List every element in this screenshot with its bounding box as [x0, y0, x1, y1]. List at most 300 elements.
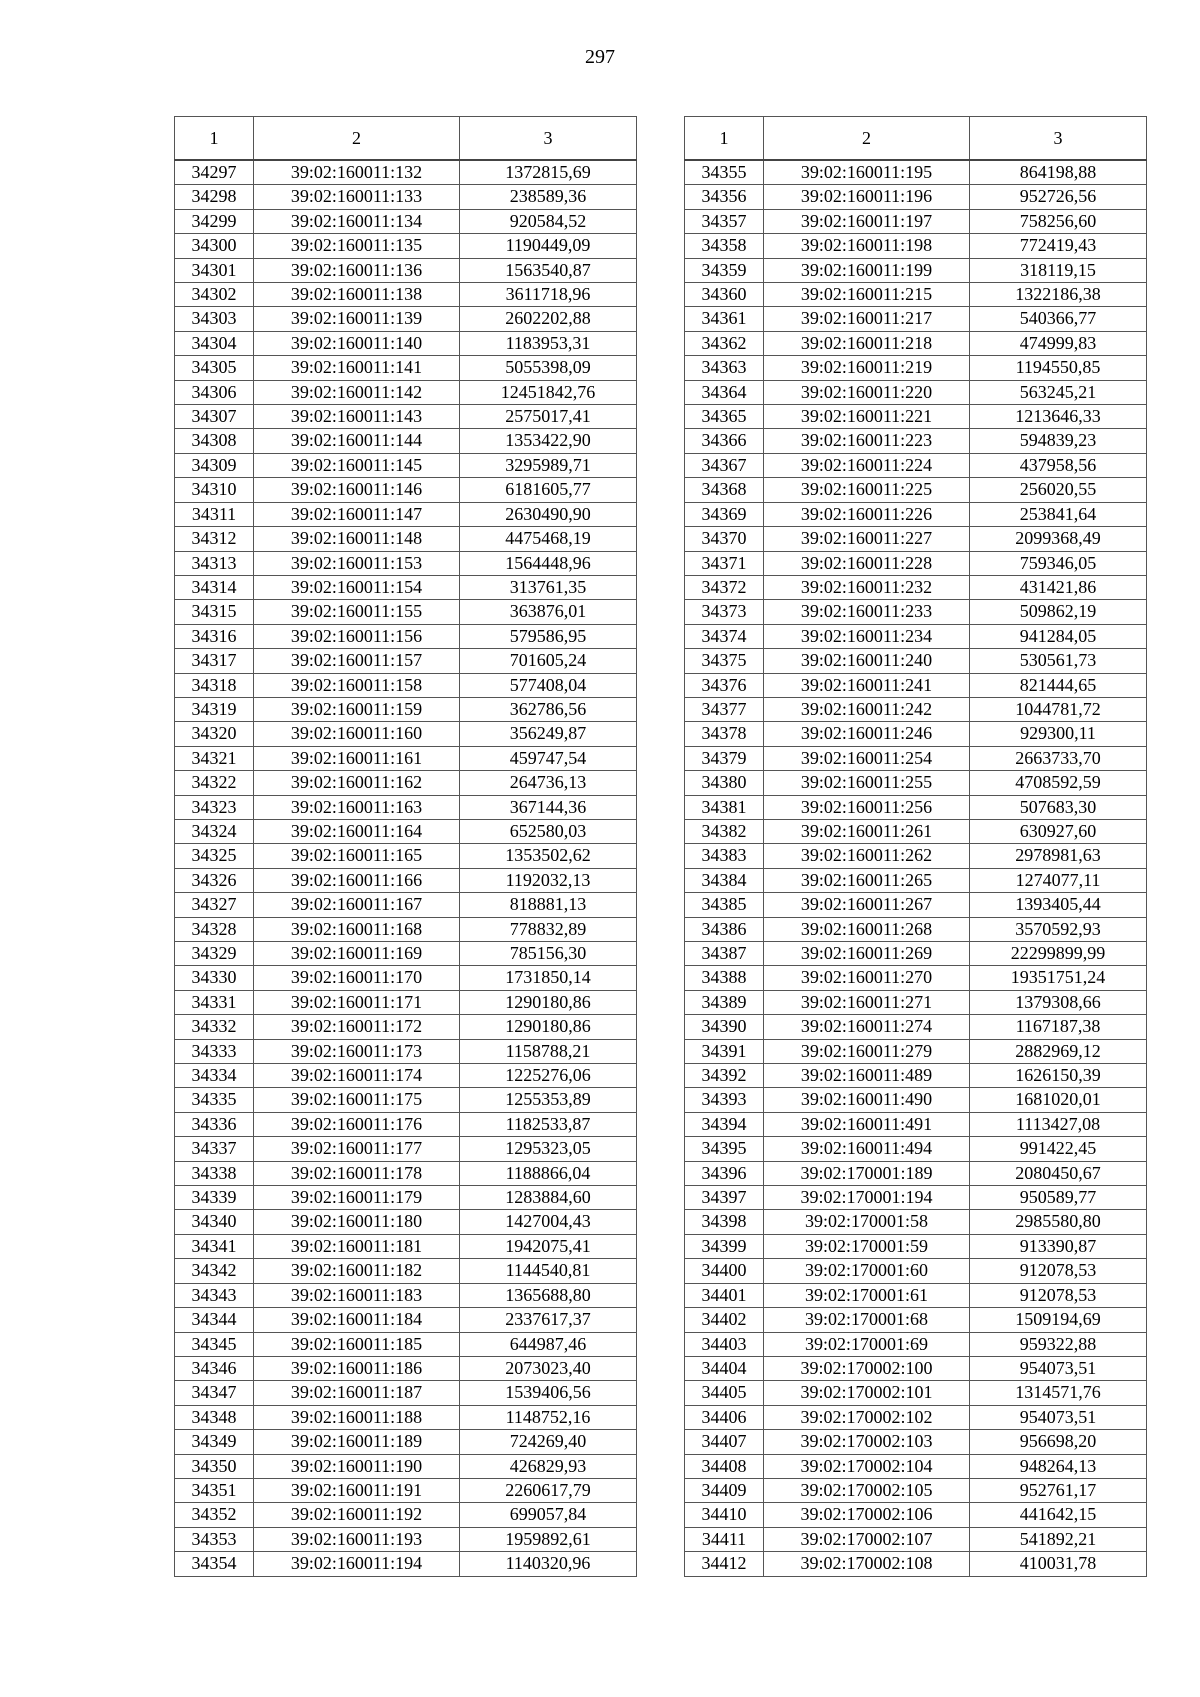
row-number-cell: 34412: [685, 1552, 764, 1576]
row-number-cell: 34364: [685, 380, 764, 404]
table-row: [685, 405, 1147, 429]
table-row: [685, 1039, 1147, 1063]
table-row: [685, 990, 1147, 1014]
value-cell: 2099368,49: [970, 527, 1147, 551]
row-number-cell: 34344: [175, 1308, 254, 1332]
cadastral-number-cell: 39:02:170001:59: [764, 1234, 970, 1258]
value-cell: 1182533,87: [460, 1112, 637, 1136]
value-cell: 1190449,09: [460, 234, 637, 258]
value-cell: 1255353,89: [460, 1088, 637, 1112]
cadastral-number-cell: 39:02:170002:100: [764, 1356, 970, 1380]
row-number-cell: 34319: [175, 697, 254, 721]
row-number-cell: 34393: [685, 1088, 764, 1112]
value-cell: 772419,43: [970, 234, 1147, 258]
row-number-cell: 34329: [175, 942, 254, 966]
table-row: [175, 1088, 637, 1112]
value-cell: 952761,17: [970, 1478, 1147, 1502]
value-cell: 2073023,40: [460, 1356, 637, 1380]
value-cell: 912078,53: [970, 1283, 1147, 1307]
cadastral-number-cell: 39:02:160011:134: [254, 209, 460, 233]
row-number-cell: 34297: [175, 160, 254, 185]
table-row: [175, 1308, 637, 1332]
cadastral-number-cell: 39:02:160011:193: [254, 1527, 460, 1551]
cadastral-number-cell: 39:02:160011:159: [254, 697, 460, 721]
cadastral-number-cell: 39:02:160011:490: [764, 1088, 970, 1112]
value-cell: 3611718,96: [460, 283, 637, 307]
cadastral-number-cell: 39:02:160011:145: [254, 453, 460, 477]
table-row: [685, 917, 1147, 941]
row-number-cell: 34406: [685, 1405, 764, 1429]
table-row: [685, 1552, 1147, 1576]
row-number-cell: 34360: [685, 283, 764, 307]
row-number-cell: 34311: [175, 502, 254, 526]
table-row: [685, 1527, 1147, 1551]
table-row: [685, 307, 1147, 331]
table-row: [175, 1015, 637, 1039]
row-number-cell: 34345: [175, 1332, 254, 1356]
row-number-cell: 34351: [175, 1478, 254, 1502]
table-row: [685, 478, 1147, 502]
table-row: [685, 429, 1147, 453]
value-cell: 1372815,69: [460, 160, 637, 185]
table-row: [175, 575, 637, 599]
value-cell: 929300,11: [970, 722, 1147, 746]
row-number-cell: 34369: [685, 502, 764, 526]
table-row: [175, 942, 637, 966]
value-cell: 2602202,88: [460, 307, 637, 331]
cadastral-number-cell: 39:02:160011:176: [254, 1112, 460, 1136]
table-row: [175, 551, 637, 575]
value-cell: 509862,19: [970, 600, 1147, 624]
cadastral-number-cell: 39:02:160011:240: [764, 649, 970, 673]
value-cell: 912078,53: [970, 1259, 1147, 1283]
cadastral-number-cell: 39:02:160011:143: [254, 405, 460, 429]
row-number-cell: 34386: [685, 917, 764, 941]
table-row: [685, 1186, 1147, 1210]
value-cell: 913390,87: [970, 1234, 1147, 1258]
table-row: [175, 1112, 637, 1136]
cadastral-number-cell: 39:02:160011:153: [254, 551, 460, 575]
table-row: [685, 746, 1147, 770]
table-row: [685, 893, 1147, 917]
value-cell: 367144,36: [460, 795, 637, 819]
row-number-cell: 34340: [175, 1210, 254, 1234]
row-number-cell: 34410: [685, 1503, 764, 1527]
table-row: [175, 429, 637, 453]
value-cell: 1113427,08: [970, 1112, 1147, 1136]
value-cell: 699057,84: [460, 1503, 637, 1527]
value-cell: 4475468,19: [460, 527, 637, 551]
row-number-cell: 34366: [685, 429, 764, 453]
cadastral-number-cell: 39:02:160011:255: [764, 771, 970, 795]
header-row: [175, 117, 637, 161]
table-row: [685, 380, 1147, 404]
cadastral-number-cell: 39:02:160011:138: [254, 283, 460, 307]
column-header-3: 3: [970, 117, 1147, 161]
table-row: [685, 1210, 1147, 1234]
row-number-cell: 34349: [175, 1430, 254, 1454]
table-row: [685, 185, 1147, 209]
value-cell: 991422,45: [970, 1137, 1147, 1161]
value-cell: 579586,95: [460, 624, 637, 648]
row-number-cell: 34395: [685, 1137, 764, 1161]
value-cell: 2337617,37: [460, 1308, 637, 1332]
value-cell: 5055398,09: [460, 356, 637, 380]
row-number-cell: 34324: [175, 819, 254, 843]
row-number-cell: 34359: [685, 258, 764, 282]
row-number-cell: 34301: [175, 258, 254, 282]
table-row: [685, 1064, 1147, 1088]
table-row: [685, 1454, 1147, 1478]
value-cell: 1213646,33: [970, 405, 1147, 429]
value-cell: 459747,54: [460, 746, 637, 770]
table-row: [175, 746, 637, 770]
cadastral-number-cell: 39:02:160011:156: [254, 624, 460, 648]
cadastral-number-cell: 39:02:160011:161: [254, 746, 460, 770]
value-cell: 431421,86: [970, 575, 1147, 599]
cadastral-number-cell: 39:02:160011:177: [254, 1137, 460, 1161]
cadastral-number-cell: 39:02:160011:133: [254, 185, 460, 209]
table-row: [175, 380, 637, 404]
value-cell: 1167187,38: [970, 1015, 1147, 1039]
cadastral-number-cell: 39:02:160011:168: [254, 917, 460, 941]
table-row: [685, 209, 1147, 233]
row-number-cell: 34396: [685, 1161, 764, 1185]
cadastral-number-cell: 39:02:160011:197: [764, 209, 970, 233]
row-number-cell: 34348: [175, 1405, 254, 1429]
value-cell: 6181605,77: [460, 478, 637, 502]
cadastral-number-cell: 39:02:160011:188: [254, 1405, 460, 1429]
table-row: [175, 893, 637, 917]
value-cell: 253841,64: [970, 502, 1147, 526]
value-cell: 941284,05: [970, 624, 1147, 648]
table-row: [175, 1186, 637, 1210]
cadastral-number-cell: 39:02:160011:191: [254, 1478, 460, 1502]
table-row: [685, 942, 1147, 966]
row-number-cell: 34337: [175, 1137, 254, 1161]
table-row: [175, 1283, 637, 1307]
table-row: [175, 1210, 637, 1234]
table-row: [175, 1137, 637, 1161]
value-cell: 1427004,43: [460, 1210, 637, 1234]
left-table: [174, 116, 637, 1577]
cadastral-number-cell: 39:02:160011:274: [764, 1015, 970, 1039]
value-cell: 1140320,96: [460, 1552, 637, 1576]
row-number-cell: 34407: [685, 1430, 764, 1454]
cadastral-number-cell: 39:02:170001:68: [764, 1308, 970, 1332]
table-row: [685, 258, 1147, 282]
cadastral-number-cell: 39:02:160011:227: [764, 527, 970, 551]
row-number-cell: 34379: [685, 746, 764, 770]
row-number-cell: 34300: [175, 234, 254, 258]
cadastral-number-cell: 39:02:160011:166: [254, 868, 460, 892]
value-cell: 2978981,63: [970, 844, 1147, 868]
row-number-cell: 34328: [175, 917, 254, 941]
table-row: [685, 1430, 1147, 1454]
row-number-cell: 34305: [175, 356, 254, 380]
cadastral-number-cell: 39:02:160011:136: [254, 258, 460, 282]
cadastral-number-cell: 39:02:160011:246: [764, 722, 970, 746]
value-cell: 1379308,66: [970, 990, 1147, 1014]
column-header-3: 3: [460, 117, 637, 161]
row-number-cell: 34310: [175, 478, 254, 502]
value-cell: 1290180,86: [460, 1015, 637, 1039]
cadastral-number-cell: 39:02:160011:190: [254, 1454, 460, 1478]
cadastral-number-cell: 39:02:160011:148: [254, 527, 460, 551]
table-row: [685, 795, 1147, 819]
cadastral-number-cell: 39:02:160011:228: [764, 551, 970, 575]
row-number-cell: 34355: [685, 160, 764, 185]
value-cell: 920584,52: [460, 209, 637, 233]
cadastral-number-cell: 39:02:170002:104: [764, 1454, 970, 1478]
table-row: [175, 795, 637, 819]
value-cell: 1188866,04: [460, 1161, 637, 1185]
value-cell: 563245,21: [970, 380, 1147, 404]
cadastral-number-cell: 39:02:170002:101: [764, 1381, 970, 1405]
value-cell: 778832,89: [460, 917, 637, 941]
cadastral-number-cell: 39:02:160011:215: [764, 283, 970, 307]
value-cell: 956698,20: [970, 1430, 1147, 1454]
value-cell: 2630490,90: [460, 502, 637, 526]
value-cell: 1290180,86: [460, 990, 637, 1014]
value-cell: 1295323,05: [460, 1137, 637, 1161]
value-cell: 313761,35: [460, 575, 637, 599]
table-row: [175, 1430, 637, 1454]
cadastral-number-cell: 39:02:160011:164: [254, 819, 460, 843]
value-cell: 1509194,69: [970, 1308, 1147, 1332]
table-row: [175, 1234, 637, 1258]
row-number-cell: 34378: [685, 722, 764, 746]
table-row: [685, 1478, 1147, 1502]
table-row: [175, 1161, 637, 1185]
cadastral-number-cell: 39:02:160011:262: [764, 844, 970, 868]
cadastral-number-cell: 39:02:160011:167: [254, 893, 460, 917]
row-number-cell: 34331: [175, 990, 254, 1014]
table-row: [175, 1527, 637, 1551]
value-cell: 530561,73: [970, 649, 1147, 673]
table-row: [685, 1088, 1147, 1112]
value-cell: 356249,87: [460, 722, 637, 746]
value-cell: 256020,55: [970, 478, 1147, 502]
left-table-body: [175, 160, 637, 1576]
cadastral-number-cell: 39:02:160011:220: [764, 380, 970, 404]
table-row: [685, 1015, 1147, 1039]
value-cell: 362786,56: [460, 697, 637, 721]
row-number-cell: 34306: [175, 380, 254, 404]
row-number-cell: 34356: [685, 185, 764, 209]
value-cell: 363876,01: [460, 600, 637, 624]
table-row: [175, 527, 637, 551]
cadastral-number-cell: 39:02:160011:242: [764, 697, 970, 721]
value-cell: 3295989,71: [460, 453, 637, 477]
table-row: [685, 1283, 1147, 1307]
row-number-cell: 34400: [685, 1259, 764, 1283]
row-number-cell: 34353: [175, 1527, 254, 1551]
row-number-cell: 34385: [685, 893, 764, 917]
cadastral-number-cell: 39:02:160011:174: [254, 1064, 460, 1088]
table-row: [685, 234, 1147, 258]
page-number: 297: [585, 46, 615, 68]
value-cell: 264736,13: [460, 771, 637, 795]
cadastral-number-cell: 39:02:160011:233: [764, 600, 970, 624]
row-number-cell: 34367: [685, 453, 764, 477]
table-row: [175, 1478, 637, 1502]
row-number-cell: 34320: [175, 722, 254, 746]
value-cell: 818881,13: [460, 893, 637, 917]
cadastral-number-cell: 39:02:160011:265: [764, 868, 970, 892]
row-number-cell: 34336: [175, 1112, 254, 1136]
value-cell: 4708592,59: [970, 771, 1147, 795]
row-number-cell: 34377: [685, 697, 764, 721]
row-number-cell: 34390: [685, 1015, 764, 1039]
row-number-cell: 34323: [175, 795, 254, 819]
value-cell: 541892,21: [970, 1527, 1147, 1551]
table-row: [175, 160, 637, 185]
value-cell: 652580,03: [460, 819, 637, 843]
row-number-cell: 34352: [175, 1503, 254, 1527]
value-cell: 1393405,44: [970, 893, 1147, 917]
cadastral-number-cell: 39:02:160011:232: [764, 575, 970, 599]
cadastral-number-cell: 39:02:170002:106: [764, 1503, 970, 1527]
table-row: [685, 673, 1147, 697]
row-number-cell: 34389: [685, 990, 764, 1014]
row-number-cell: 34332: [175, 1015, 254, 1039]
cadastral-number-cell: 39:02:160011:241: [764, 673, 970, 697]
cadastral-number-cell: 39:02:160011:147: [254, 502, 460, 526]
cadastral-number-cell: 39:02:170002:107: [764, 1527, 970, 1551]
table-row: [685, 722, 1147, 746]
cadastral-number-cell: 39:02:160011:267: [764, 893, 970, 917]
value-cell: 1365688,80: [460, 1283, 637, 1307]
cadastral-number-cell: 39:02:160011:494: [764, 1137, 970, 1161]
cadastral-number-cell: 39:02:160011:198: [764, 234, 970, 258]
row-number-cell: 34334: [175, 1064, 254, 1088]
table-row: [175, 1356, 637, 1380]
table-row: [175, 771, 637, 795]
row-number-cell: 34363: [685, 356, 764, 380]
value-cell: 2260617,79: [460, 1478, 637, 1502]
row-number-cell: 34304: [175, 331, 254, 355]
row-number-cell: 34350: [175, 1454, 254, 1478]
table-row: [685, 771, 1147, 795]
cadastral-number-cell: 39:02:170001:61: [764, 1283, 970, 1307]
value-cell: 238589,36: [460, 185, 637, 209]
value-cell: 1942075,41: [460, 1234, 637, 1258]
value-cell: 507683,30: [970, 795, 1147, 819]
row-number-cell: 34357: [685, 209, 764, 233]
cadastral-number-cell: 39:02:160011:217: [764, 307, 970, 331]
row-number-cell: 34321: [175, 746, 254, 770]
value-cell: 1539406,56: [460, 1381, 637, 1405]
value-cell: 437958,56: [970, 453, 1147, 477]
cadastral-number-cell: 39:02:160011:221: [764, 405, 970, 429]
table-row: [175, 258, 637, 282]
table-row: [175, 356, 637, 380]
table-row: [685, 1332, 1147, 1356]
row-number-cell: 34402: [685, 1308, 764, 1332]
table-row: [685, 697, 1147, 721]
row-number-cell: 34361: [685, 307, 764, 331]
table-row: [685, 844, 1147, 868]
table-row: [175, 990, 637, 1014]
table-row: [175, 1259, 637, 1283]
cadastral-number-cell: 39:02:160011:173: [254, 1039, 460, 1063]
row-number-cell: 34354: [175, 1552, 254, 1576]
table-row: [175, 1381, 637, 1405]
cadastral-number-cell: 39:02:160011:226: [764, 502, 970, 526]
table-row: [685, 160, 1147, 185]
table-row: [175, 405, 637, 429]
row-number-cell: 34309: [175, 453, 254, 477]
cadastral-number-cell: 39:02:160011:194: [254, 1552, 460, 1576]
table-row: [685, 1234, 1147, 1258]
value-cell: 1353502,62: [460, 844, 637, 868]
cadastral-number-cell: 39:02:160011:170: [254, 966, 460, 990]
value-cell: 540366,77: [970, 307, 1147, 331]
cadastral-number-cell: 39:02:160011:279: [764, 1039, 970, 1063]
cadastral-number-cell: 39:02:160011:489: [764, 1064, 970, 1088]
cadastral-number-cell: 39:02:160011:154: [254, 575, 460, 599]
cadastral-number-cell: 39:02:160011:224: [764, 453, 970, 477]
cadastral-number-cell: 39:02:170002:108: [764, 1552, 970, 1576]
cadastral-number-cell: 39:02:170001:60: [764, 1259, 970, 1283]
row-number-cell: 34376: [685, 673, 764, 697]
value-cell: 22299899,99: [970, 942, 1147, 966]
table-row: [175, 1064, 637, 1088]
cadastral-number-cell: 39:02:160011:155: [254, 600, 460, 624]
cadastral-number-cell: 39:02:160011:261: [764, 819, 970, 843]
table-row: [175, 209, 637, 233]
value-cell: 785156,30: [460, 942, 637, 966]
value-cell: 3570592,93: [970, 917, 1147, 941]
cadastral-number-cell: 39:02:160011:179: [254, 1186, 460, 1210]
value-cell: 12451842,76: [460, 380, 637, 404]
row-number-cell: 34388: [685, 966, 764, 990]
value-cell: 441642,15: [970, 1503, 1147, 1527]
value-cell: 594839,23: [970, 429, 1147, 453]
row-number-cell: 34318: [175, 673, 254, 697]
cadastral-number-cell: 39:02:160011:192: [254, 1503, 460, 1527]
cadastral-number-cell: 39:02:160011:132: [254, 160, 460, 185]
right-table: [684, 116, 1147, 1577]
cadastral-number-cell: 39:02:160011:141: [254, 356, 460, 380]
value-cell: 1353422,90: [460, 429, 637, 453]
value-cell: 1626150,39: [970, 1064, 1147, 1088]
table-row: [685, 1356, 1147, 1380]
table-row: [685, 527, 1147, 551]
cadastral-number-cell: 39:02:160011:163: [254, 795, 460, 819]
table-row: [175, 1503, 637, 1527]
table-row: [685, 868, 1147, 892]
value-cell: 864198,88: [970, 160, 1147, 185]
table-row: [175, 868, 637, 892]
row-number-cell: 34399: [685, 1234, 764, 1258]
table-row: [685, 1381, 1147, 1405]
table-row: [685, 551, 1147, 575]
row-number-cell: 34403: [685, 1332, 764, 1356]
value-cell: 426829,93: [460, 1454, 637, 1478]
row-number-cell: 34317: [175, 649, 254, 673]
cadastral-number-cell: 39:02:160011:189: [254, 1430, 460, 1454]
value-cell: 1158788,21: [460, 1039, 637, 1063]
value-cell: 2882969,12: [970, 1039, 1147, 1063]
table-row: [685, 1405, 1147, 1429]
row-number-cell: 34401: [685, 1283, 764, 1307]
table-row: [175, 697, 637, 721]
row-number-cell: 34411: [685, 1527, 764, 1551]
row-number-cell: 34384: [685, 868, 764, 892]
cadastral-number-cell: 39:02:160011:160: [254, 722, 460, 746]
